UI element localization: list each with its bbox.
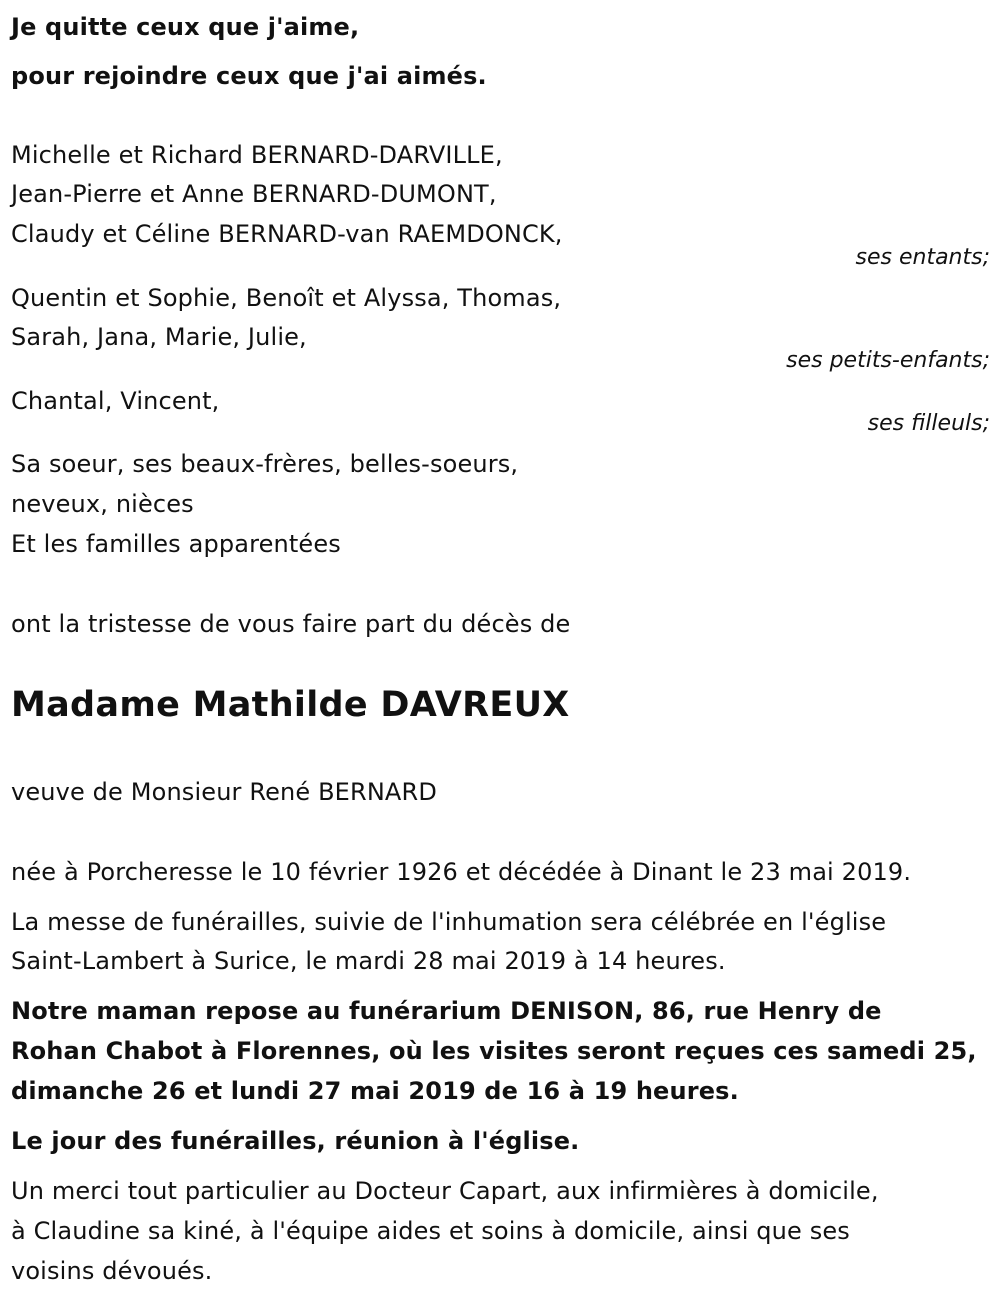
visitation-line: Rohan Chabot à Florennes, où les visites seront reçues ces samedi 25, xyxy=(11,1037,977,1065)
birth-death-text: née à Porcheresse le 10 février 1926 et décédée à Dinant le 23 mai 2019. xyxy=(11,858,912,886)
epigraph-line-1: Je quitte ceux que j'aime, xyxy=(11,13,360,41)
family-line: neveux, nièces xyxy=(11,490,194,518)
godchild-names: Chantal, Vincent, xyxy=(11,387,220,415)
family-line: Et les familles apparentées xyxy=(11,530,341,558)
visitation-line: Notre maman repose au funérarium DENISON, 86, rue Henry de xyxy=(11,997,882,1025)
visitation-line: dimanche 26 et lundi 27 mai 2019 de 16 à 19 heures. xyxy=(11,1077,739,1105)
child-name: Claudy et Céline BERNARD-van RAEMDONCK, xyxy=(11,220,563,248)
grandchild-names: Quentin et Sophie, Benoît et Alyssa, Thomas, xyxy=(11,284,562,312)
epigraph-line-2: pour rejoindre ceux que j'ai aimés. xyxy=(11,62,487,90)
child-name: Jean-Pierre et Anne BERNARD-DUMONT, xyxy=(11,180,497,208)
family-line: Sa soeur, ses beaux-frères, belles-soeurs, xyxy=(11,450,519,478)
grandchild-names: Sarah, Jana, Marie, Julie, xyxy=(11,323,307,351)
widow-of-text: veuve de Monsieur René BERNARD xyxy=(11,778,437,806)
child-name: Michelle et Richard BERNARD-DARVILLE, xyxy=(11,141,503,169)
deceased-name: Madame Mathilde DAVREUX xyxy=(11,685,570,725)
meeting-text: Le jour des funérailles, réunion à l'église. xyxy=(11,1127,580,1155)
announcement-text: ont la tristesse de vous faire part du décès de xyxy=(11,610,571,638)
thanks-line: voisins dévoués. xyxy=(11,1257,213,1285)
thanks-line: Un merci tout particulier au Docteur Capart, aux infirmières à domicile, xyxy=(11,1177,879,1205)
thanks-line: à Claudine sa kiné, à l'équipe aides et soins à domicile, ainsi que ses xyxy=(11,1217,850,1245)
funeral-mass-line: La messe de funérailles, suivie de l'inhumation sera célébrée en l'église xyxy=(11,908,887,936)
godchildren-relation: ses filleuls; xyxy=(867,411,990,436)
grandchildren-relation: ses petits-enfants; xyxy=(786,348,990,373)
funeral-mass-line: Saint-Lambert à Surice, le mardi 28 mai 2019 à 14 heures. xyxy=(11,947,726,975)
children-relation: ses entants; xyxy=(855,245,990,270)
